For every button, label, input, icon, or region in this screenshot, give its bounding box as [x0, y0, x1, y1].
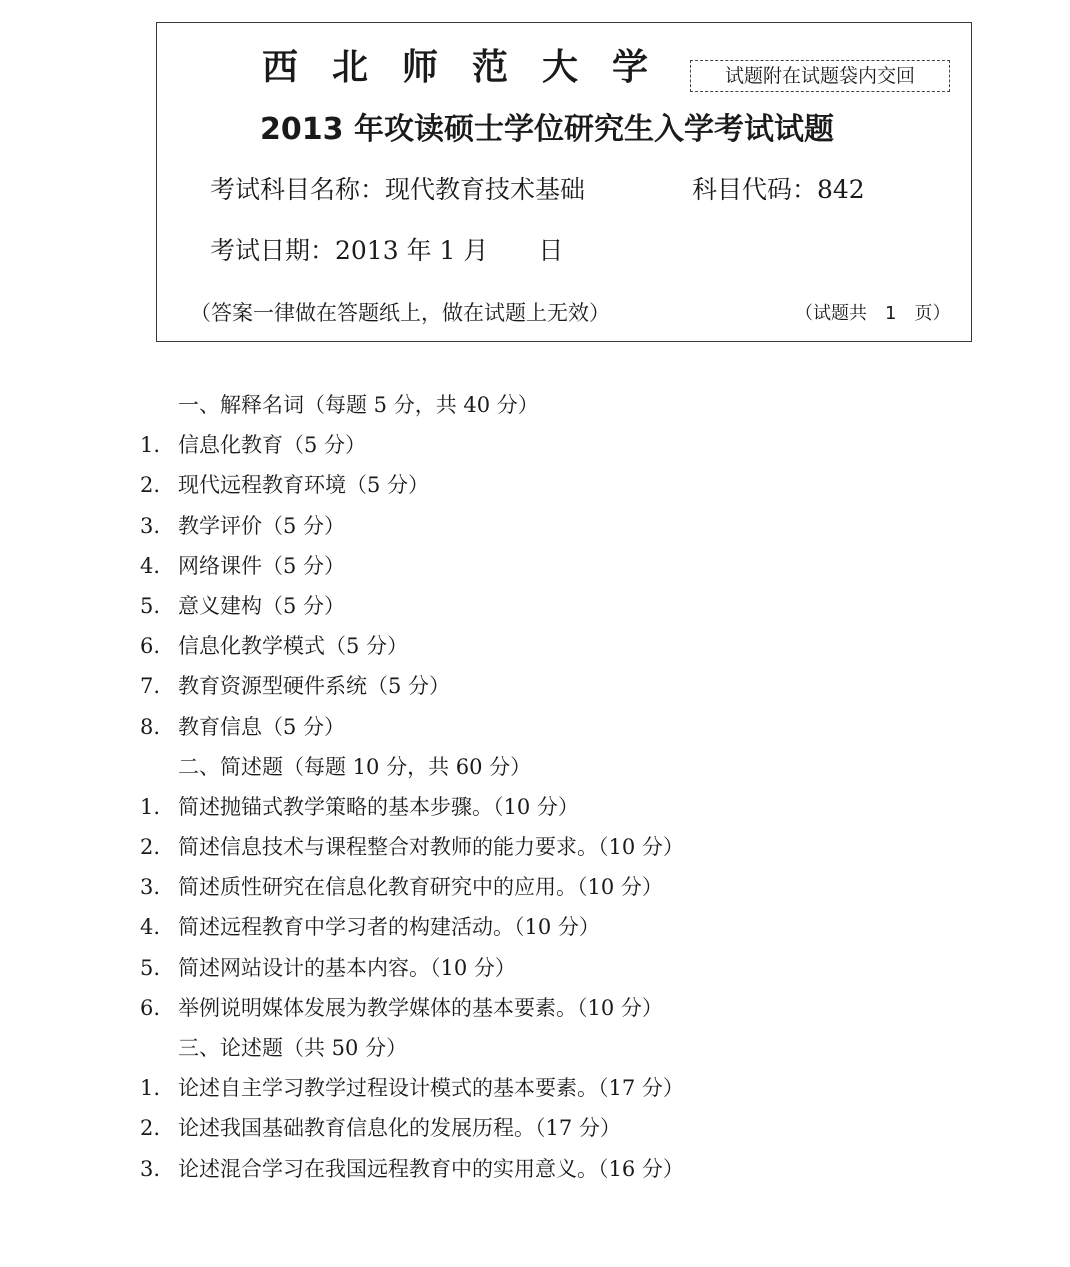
exam-title: 2013 年攻读硕士学位研究生入学考试试题 [260, 112, 834, 147]
question-item: 5. 意义建构（5 分） [140, 593, 346, 618]
question-item: 1. 论述自主学习教学过程设计模式的基本要素。（17 分） [140, 1076, 684, 1101]
question-item: 1. 信息化教育（5 分） [140, 433, 367, 458]
question-item: 2. 论述我国基础教育信息化的发展历程。（17 分） [140, 1116, 621, 1141]
page-count: （试题共 1 页） [795, 303, 951, 324]
question-item: 3. 论述混合学习在我国远程教育中的实用意义。（16 分） [140, 1156, 684, 1181]
question-item: 4. 简述远程教育中学习者的构建活动。（10 分） [140, 915, 600, 940]
return-note-box: 试题附在试题袋内交回 [690, 60, 950, 92]
question-item: 3. 简述质性研究在信息化教育研究中的应用。（10 分） [140, 875, 663, 900]
section-heading-1: 一、解释名词（每题 5 分，共 40 分） [178, 393, 539, 417]
question-item: 2. 简述信息技术与课程整合对教师的能力要求。（10 分） [140, 835, 684, 860]
question-item: 1. 简述抛锚式教学策略的基本步骤。（10 分） [140, 794, 579, 819]
question-list [140, 385, 684, 1189]
subject-name: 考试科目名称：现代教育技术基础 [210, 175, 586, 204]
question-item: 8. 教育信息（5 分） [140, 714, 346, 739]
section-heading-2: 二、简述题（每题 10 分，共 60 分） [178, 754, 532, 779]
question-item: 4. 网络课件（5 分） [140, 553, 346, 578]
university-name: 西北师范大学 [262, 47, 683, 88]
question-item: 7. 教育资源型硬件系统（5 分） [140, 674, 451, 699]
question-item: 5. 简述网站设计的基本内容。（10 分） [140, 955, 516, 980]
question-item: 3. 教学评价（5 分） [140, 513, 346, 538]
exam-date: 考试日期：2013 年 1 月 日 [210, 236, 564, 265]
answer-note: （答案一律做在答题纸上，做在试题上无效） [190, 301, 610, 325]
section-heading-3: 三、论述题（共 50 分） [178, 1036, 408, 1060]
question-item: 2. 现代远程教育环境（5 分） [140, 473, 430, 498]
question-item: 6. 信息化教学模式（5 分） [140, 634, 409, 659]
subject-code: 科目代码：842 [692, 175, 865, 204]
question-item: 6. 举例说明媒体发展为教学媒体的基本要素。（10 分） [140, 995, 663, 1020]
